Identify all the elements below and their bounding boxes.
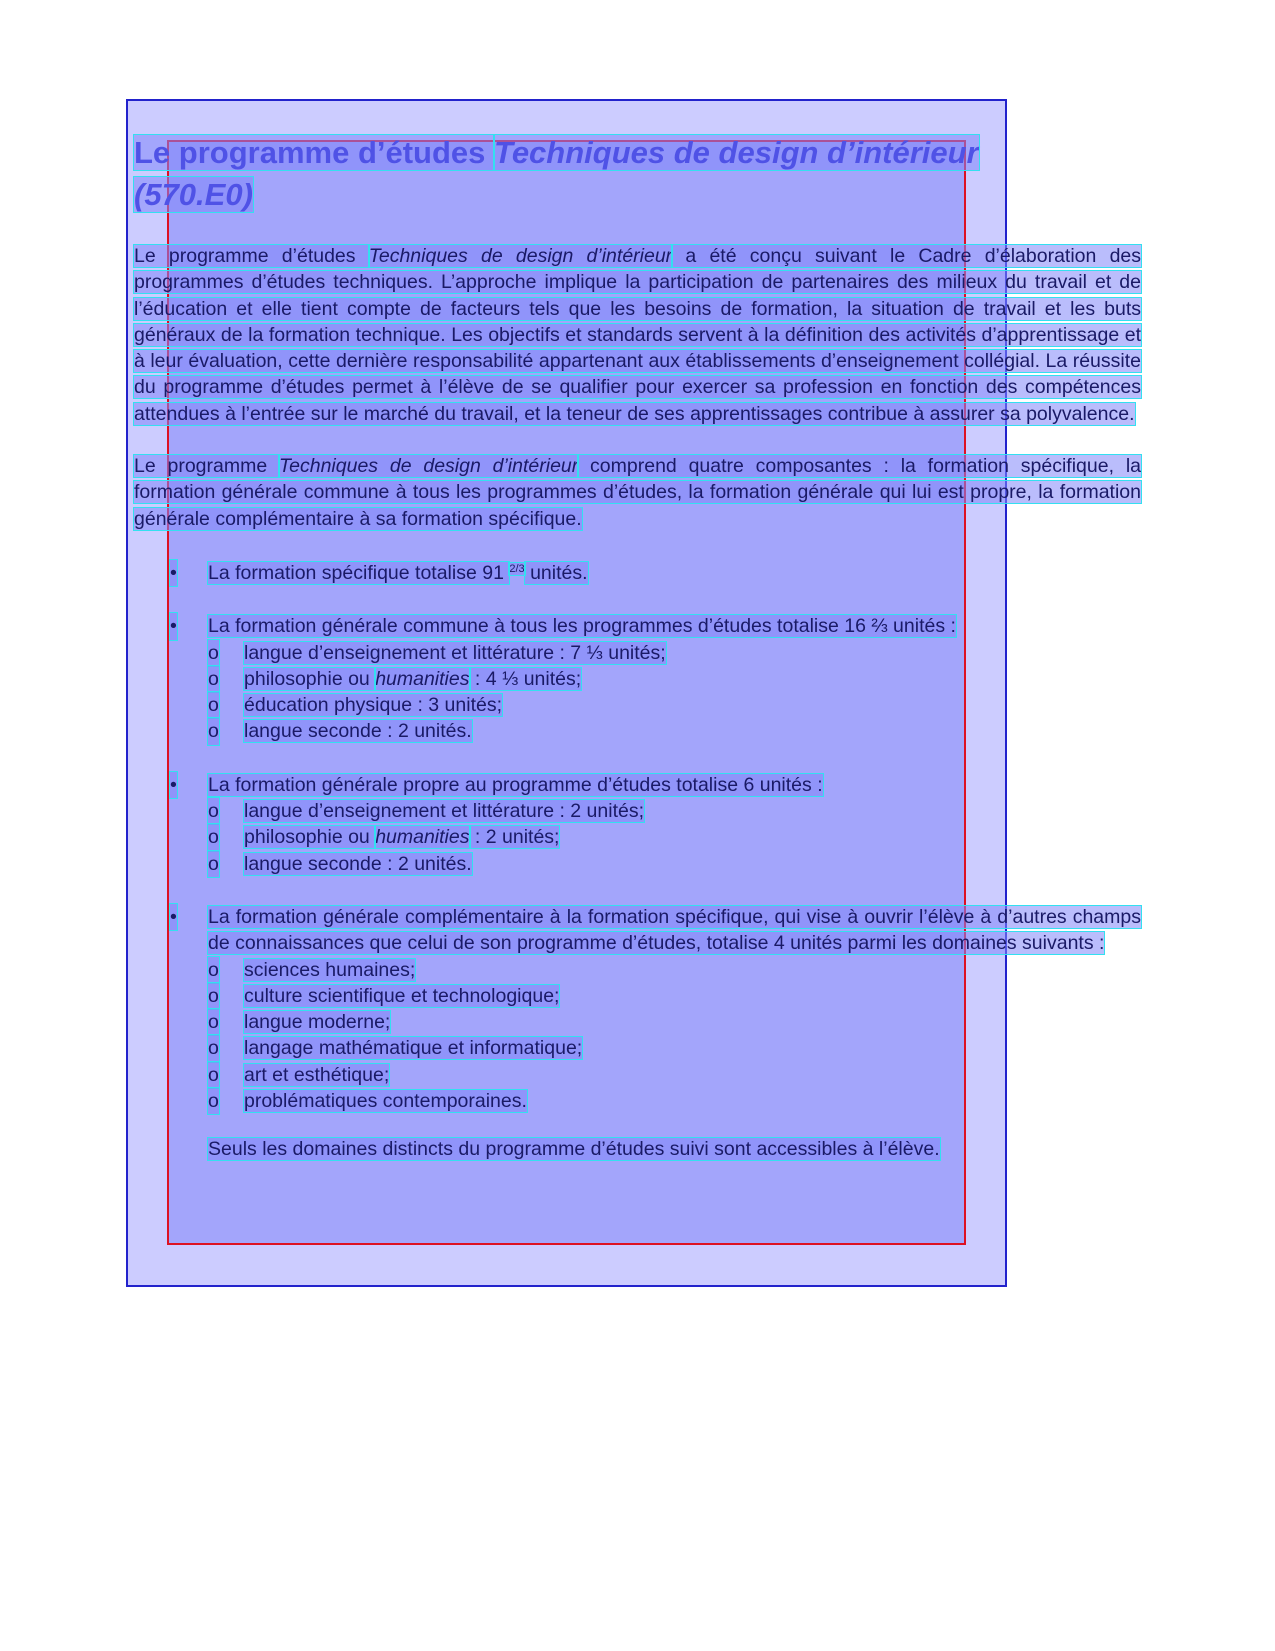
page-title <box>134 132 1141 216</box>
list-item <box>208 1062 1141 1088</box>
sub-item-text: langue moderne; <box>244 1011 391 1034</box>
sub-bullet-marker: o <box>208 851 219 877</box>
complementary-training-sublist <box>208 957 1141 1115</box>
sub-bullet-marker: o <box>208 1035 219 1061</box>
sub-item-text: philosophie ou <box>244 826 376 849</box>
title-program-name: Techniques de design d’intérieur <box>494 135 979 170</box>
list-item <box>208 957 1141 983</box>
components-text-b: comprend quatre composantes : la formation spécifique, la formation générale commune à tous les programmes d’études, la formation générale qui lui est propre, la formation générale complémentaire à sa formation spécifique. <box>134 455 1141 530</box>
sub-item-text: langage mathématique et informatique; <box>244 1037 583 1060</box>
list-item <box>208 983 1141 1009</box>
list-item <box>208 851 1141 877</box>
specific-general-training-sublist <box>208 798 1141 877</box>
sub-bullet-marker: o <box>208 1088 219 1114</box>
specific-units-fraction: 2/3 <box>509 562 525 575</box>
sub-bullet-marker: o <box>208 1009 219 1035</box>
intro-text-a: Le programme d’études <box>134 245 369 267</box>
common-training-sublist <box>208 640 1141 745</box>
sub-item-italic: humanities <box>375 667 470 690</box>
sub-bullet-marker: o <box>208 692 219 718</box>
list-item <box>134 904 1141 1114</box>
sub-item-text: éducation physique : 3 unités; <box>244 694 503 717</box>
bullet-marker: • <box>170 613 177 639</box>
list-item <box>208 798 1141 824</box>
document-content <box>134 132 1141 1163</box>
specific-training-text: La formation spécifique totalise 91 <box>208 561 510 584</box>
sub-item-text: langue seconde : 2 unités. <box>244 852 472 875</box>
bullet-marker: • <box>170 560 177 586</box>
sub-item-text: : 2 unités; <box>469 826 560 849</box>
sub-item-text: culture scientifique et technologique; <box>244 984 560 1007</box>
sub-bullet-marker: o <box>208 798 219 824</box>
components-program-name: Techniques de design d’intérieur <box>279 455 579 478</box>
list-item <box>208 666 1141 692</box>
bullet-marker: • <box>170 772 177 798</box>
closing-note <box>134 1136 1141 1162</box>
complementary-training-lead: La formation générale complémentaire à la formation spécifique, qui vise à ouvrir l’élève à d’autres champs de connaissances que celui de son programme d’études, totalise 4 unités parmi les domaines suivants : <box>208 905 1141 955</box>
sub-item-text: problématiques contemporaines. <box>244 1090 527 1113</box>
list-item <box>208 692 1141 718</box>
sub-bullet-marker: o <box>208 1062 219 1088</box>
list-item <box>134 772 1141 877</box>
bullet-marker: • <box>170 904 177 930</box>
list-item <box>208 1009 1141 1035</box>
closing-note-text: Seuls les domaines distincts du programme d’études suivi sont accessibles à l’élève. <box>208 1138 940 1161</box>
title-program-code: (570.E0) <box>134 177 253 212</box>
sub-item-text: langue d’enseignement et littérature : 7 ⅓ unités; <box>244 641 666 664</box>
components-text-a: Le programme <box>134 455 280 478</box>
list-item <box>208 640 1141 666</box>
list-item <box>134 613 1141 744</box>
list-item <box>208 824 1141 850</box>
sub-item-text: art et esthétique; <box>244 1063 390 1086</box>
intro-paragraph <box>134 243 1141 427</box>
sub-item-text: langue d’enseignement et littérature : 2 unités; <box>244 800 645 823</box>
common-training-lead: La formation générale commune à tous les programmes d’études totalise 16 ⅔ unités : <box>208 615 956 638</box>
specific-training-suffix: unités. <box>524 561 588 584</box>
sub-item-text: sciences humaines; <box>244 958 416 981</box>
list-item <box>208 718 1141 744</box>
intro-text-b: a été conçu suivant le Cadre d’élaboration des programmes d’études techniques. L’approche implique la participation de partenaires des milieux du travail et de l’éducation et elle tient compte de facteurs tels que les besoins de formation, la situation de travail et les buts généraux de la formation technique. Les objectifs et standards servent à la définition des activités d’apprentissage et à leur évaluation, cette dernière responsabilité appartenant aux établissements d’enseignement collégial. La réussite du programme d’études permet à l’élève de se qualifier pour exercer sa profession en fonction des compétences attendues à l’entrée sur le marché du travail, et la teneur de ses apprentissages contribue à assurer sa polyvalence. <box>134 245 1142 425</box>
units-list <box>134 560 1141 1114</box>
sub-item-text: : 4 ⅓ unités; <box>469 667 582 690</box>
list-item <box>208 1035 1141 1061</box>
sub-bullet-marker: o <box>208 640 219 666</box>
sub-bullet-marker: o <box>208 824 219 850</box>
list-item <box>134 560 1141 586</box>
sub-bullet-marker: o <box>208 983 219 1009</box>
sub-bullet-marker: o <box>208 957 219 983</box>
components-paragraph <box>134 453 1141 532</box>
sub-bullet-marker: o <box>208 718 219 744</box>
intro-program-name: Techniques de design d’intérieur <box>368 245 673 267</box>
title-text: Le programme d’études <box>134 135 495 170</box>
list-item <box>208 1088 1141 1114</box>
sub-item-italic: humanities <box>375 826 470 849</box>
sub-item-text: philosophie ou <box>244 667 376 690</box>
sub-item-text: langue seconde : 2 unités. <box>244 720 472 743</box>
sub-bullet-marker: o <box>208 666 219 692</box>
specific-general-training-lead: La formation générale propre au programme d’études totalise 6 unités : <box>208 773 823 796</box>
